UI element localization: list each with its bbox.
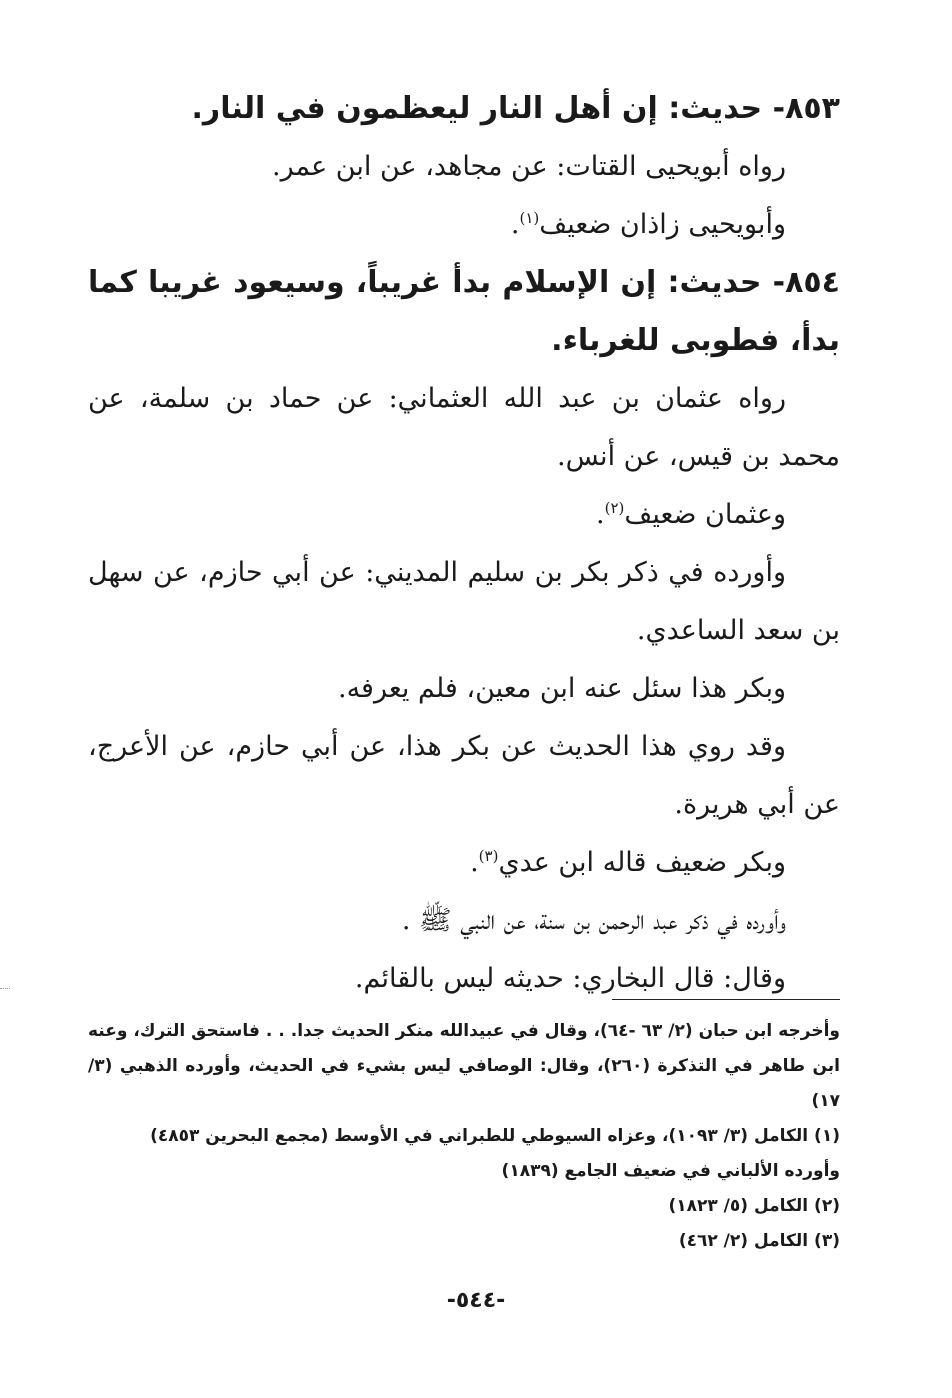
hadith-heading-854: ٨٥٤- حديث: إن الإسلام بدأ غريباً، وسيعود غريبا كما بدأ، فطوبى للغرباء. [88,265,840,358]
footnote-3: (٣) الكامل (٢/ ٤٦٢) [678,1231,840,1251]
footnote-continuation: وأخرجه ابن حبان (٢/ ٦٣ -٦٤)، وقال في عبيدالله منكر الحديث جدا. . . فاستحق الترك، وعنه ابن طاهر في التذكرة (٢٦٠)، وقال: الوصافي ليس بشيء في الحديث، وأورده الذهبي (٣/ ١٧) [88,1021,840,1111]
paragraph-end: . [470,847,479,878]
page-body [88,80,840,1008]
paragraph-ibn-sanna: وأورده في ذكر عبد الرحمن بن سنة، عن النبي ﷺ . [401,905,786,936]
footnotes [88,1014,840,1259]
footnote-1-continued: وأورده الألباني في ضعيف الجامع (١٨٣٩) [501,1161,840,1181]
paragraph-abu-hurayra: وقد روي هذا الحديث عن بكر هذا، عن أبي حازم، عن الأعرج، عن أبي هريرة. [88,731,840,820]
paragraph-end: . [510,209,520,240]
footnote-2: (٢) الكامل (٥/ ١٨٢٣) [668,1196,840,1216]
paragraph-bakr-narration: وأورده في ذكر بكر بن سليم المديني: عن أبي حازم، عن سهل بن سعد الساعدي. [88,557,840,646]
paragraph-ibn-maeen: وبكر هذا سئل عنه ابن معين، فلم يعرفه. [338,673,786,704]
footnote-ref-3[interactable]: (٣) [478,847,499,865]
footnote-1: (١) الكامل (٣/ ١٠٩٣)، وعزاه السيوطي للطبراني في الأوسط (مجمع البحرين ٤٨٥٣) [150,1126,840,1146]
page-number: -٥٤٤- [446,1288,506,1313]
paragraph-end: . [596,499,605,530]
paragraph-bukhari: وقال: قال البخاري: حديثه ليس بالقائم. [354,963,786,994]
footnote-separator [612,999,840,1000]
paragraph-text: وبكر ضعيف قاله ابن عدي [498,847,786,878]
paragraph-grading-853 [88,196,840,254]
paragraph-grading-uthman [88,486,840,544]
scan-edge-mark [0,988,10,989]
paragraph-text: وعثمان ضعيف [624,499,786,530]
footnote-ref-2[interactable]: (٢) [604,499,625,517]
paragraph-narration-853: رواه أبويحيى القتات: عن مجاهد، عن ابن عمر. [272,151,786,182]
paragraph-grading-bakr [88,834,840,892]
paragraph-narration-854: رواه عثمان بن عبد الله العثماني: عن حماد بن سلمة، عن محمد بن قيس، عن أنس. [88,383,840,472]
footnote-ref-1[interactable]: (١) [519,209,540,227]
paragraph-text: وأبويحيى زاذان ضعيف [539,209,786,240]
hadith-heading-853: ٨٥٣- حديث: إن أهل النار ليعظمون في النار. [191,91,840,126]
